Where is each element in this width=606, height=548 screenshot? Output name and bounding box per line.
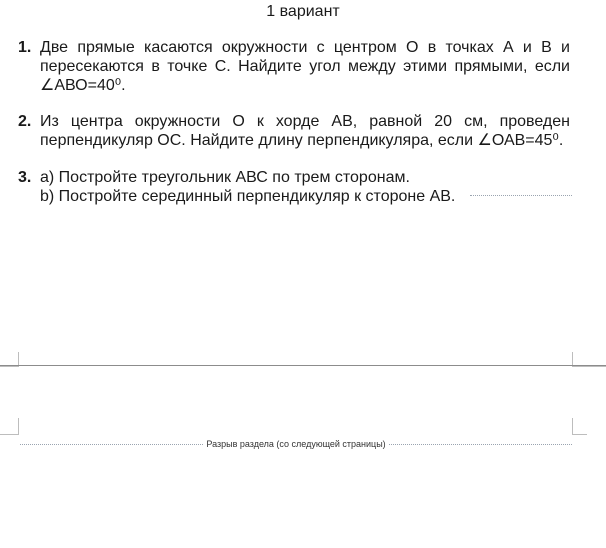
task-number: 3. — [18, 169, 32, 186]
task-text — [40, 38, 570, 95]
task-text — [40, 112, 570, 150]
task-number: 1. — [18, 39, 32, 56]
task-line: а) Постройте треугольник АВС по трем сторонам. — [40, 169, 410, 186]
task-line: ∠АВО=40⁰. — [40, 77, 126, 94]
task-line: b) Постройте серединный перпендикуляр к стороне АВ. — [40, 188, 456, 205]
variant-title: 1 вариант — [266, 3, 340, 20]
task-line: Из центра окружности О к хорде АВ, равной 20 см, проведен — [40, 113, 570, 130]
task-3 — [18, 168, 570, 206]
task-1 — [18, 38, 570, 95]
task-line: пересекаются в точке С. Найдите угол между этими прямыми, если — [40, 58, 570, 75]
section-break-dots — [389, 444, 572, 445]
task-line: Две прямые касаются окружности с центром О в точках А и В и — [40, 39, 570, 56]
paragraph-end-dots — [470, 195, 572, 196]
task-line: перпендикуляр ОС. Найдите длину перпендикуляра, если ∠ОАВ=45⁰. — [40, 132, 564, 149]
page-corner-mark — [572, 418, 587, 435]
task-number: 2. — [18, 113, 32, 130]
page-corner-mark — [0, 418, 19, 435]
page-boundary — [0, 365, 606, 366]
section-break-dots — [20, 444, 203, 445]
section-break-label: Разрыв раздела (со следующей страницы) — [206, 439, 386, 449]
section-break[interactable] — [20, 437, 572, 451]
task-text — [40, 168, 570, 206]
task-2 — [18, 112, 570, 150]
